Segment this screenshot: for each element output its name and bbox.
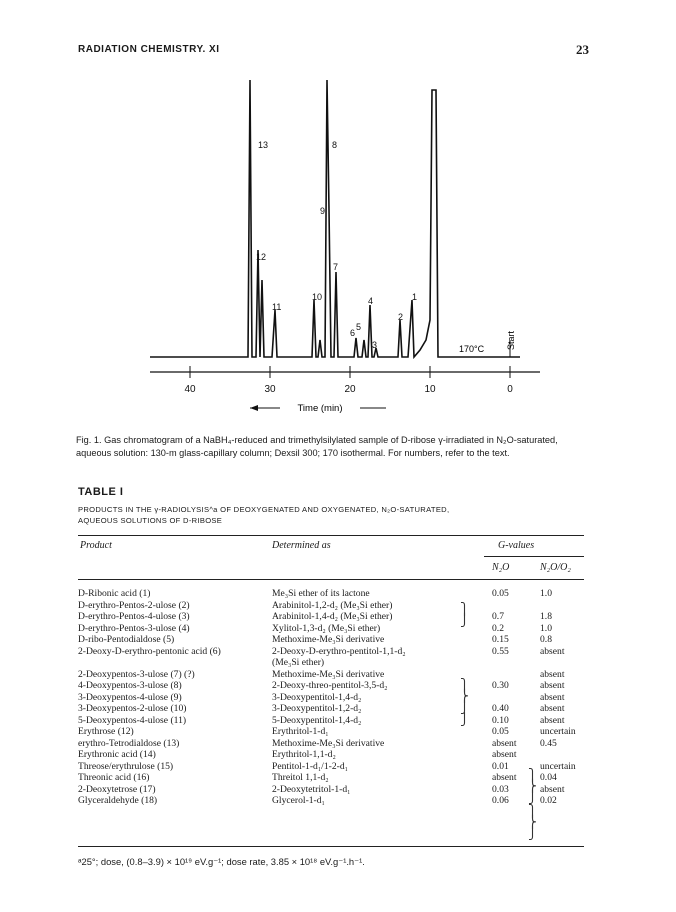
cell-product: 2-Deoxy-D-erythro-pentonic acid (6) (78, 645, 221, 657)
cell-determined: 5-Deoxypentitol-1,4-d₂ (272, 714, 362, 726)
peak-label-13: 13 (258, 140, 269, 150)
peak-label-5: 5 (356, 322, 362, 332)
cell-product: 3-Deoxypentos-4-ulose (9) (78, 691, 182, 703)
cell-g-n2o: absent (492, 772, 517, 783)
cell-g-n2o: 0.06 (492, 795, 509, 806)
brace-rows-2-3: ⎫ ⎭ (460, 602, 469, 627)
cell-g-n2oo2: absent (540, 680, 565, 691)
cell-g-n2o: absent (492, 737, 517, 749)
cell-product: Threonic acid (16) (78, 772, 150, 783)
brace-rows-7-9: ⎫ ⎬ ⎭ (460, 678, 469, 714)
header-bottom-rule (78, 579, 584, 580)
table-bottom-rule (78, 846, 584, 847)
cell-g-n2oo2: 0.8 (540, 634, 552, 645)
col-header-gvalues: G-values (498, 540, 535, 551)
brace-rows-10: ⎭ (460, 712, 469, 726)
cell-g-n2oo2: absent (540, 783, 565, 795)
chromatogram (0, 0, 676, 430)
cell-g-n2oo2: 1.8 (540, 611, 552, 622)
col-header-product: Product (80, 540, 112, 551)
cell-determined: Glycerol-1-d₁ (272, 795, 325, 806)
cell-product: 2-Deoxytetrose (17) (78, 783, 156, 795)
cell-determined: Pentitol-1-d₁/1-2-d₁ (272, 760, 348, 772)
peak-label-10: 10 (312, 292, 323, 302)
x-tick-10: 10 (424, 384, 436, 395)
cell-product: D-erythro-Pentos-4-ulose (3) (78, 611, 190, 622)
time-axis-label (250, 403, 386, 414)
cell-g-n2oo2: uncertain (540, 726, 576, 737)
cell-g-n2o: 0.03 (492, 783, 509, 795)
cell-product: Glyceraldehyde (18) (78, 795, 158, 806)
table-footnote: ᵃ25°; dose, (0.8–3.9) × 10¹⁹ eV.g⁻¹; dose rate, 3.85 × 10¹⁸ eV.g⁻¹.h⁻¹. (78, 856, 365, 867)
table-caption (78, 504, 578, 526)
table-caption-line2: AQUEOUS SOLUTIONS OF D-RIBOSE (78, 516, 223, 525)
cell-product: 5-Deoxypentos-4-ulose (11) (78, 714, 187, 726)
cell-g-n2o: 0.15 (492, 634, 509, 645)
cell-determined: 2-Deoxy-threo-pentitol-3,5-d₂ (272, 680, 388, 691)
x-tick-20: 20 (344, 384, 356, 395)
col-header-determined: Determined as (272, 540, 331, 551)
figure-caption: Fig. 1. Gas chromatogram of a NaBH₄-reduced and trimethylsilylated sample of D-ribose γ-irradiated in N₂O-saturated, aqueous solution: 130-m glass-capillary column; Dexsil 300; 170 isothermal. For numbers, refer to the text. (76, 435, 558, 458)
cell-determined: Methoxime-Me₃Si derivative (272, 634, 385, 645)
cell-g-n2o: 0.2 (492, 622, 504, 634)
cell-product: 3-Deoxypentos-2-ulose (10) (78, 703, 187, 714)
cell-determined: 2-Deoxytetritol-1-d₁ (272, 783, 351, 795)
temperature-label: 170°C (459, 344, 485, 354)
peak-label-11: 11 (272, 302, 282, 312)
cell-product: 2-Deoxypentos-3-ulose (7) (?) (78, 668, 195, 680)
cell-product: Erythronic acid (14) (78, 749, 156, 760)
time-label: Time (min) (297, 403, 343, 414)
gvalues-rule (484, 556, 584, 557)
peak-label-9: 9 (320, 206, 326, 216)
cell-determined: 2-Deoxy-D-erythro-pentitol-1,1-d₂ (272, 645, 406, 657)
brace-g-rows-15-17: ⎫ ⎬ ⎭ (528, 804, 537, 840)
table-top-rule (78, 535, 584, 536)
cell-product: D-erythro-Pentos-3-ulose (4) (78, 622, 190, 634)
cell-product: 4-Deoxypentos-3-ulose (8) (78, 680, 182, 691)
cell-g-n2oo2: absent (540, 714, 565, 726)
cell-g-n2o: 0.40 (492, 703, 509, 714)
cell-determined: Arabinitol-1,4-d₂ (Me₃Si ether) (272, 611, 393, 622)
x-tick-0: 0 (507, 384, 513, 395)
cell-determined: 3-Deoxypentitol-1,4-d₂ (272, 691, 362, 703)
cell-product: D-ribo-Pentodialdose (5) (78, 634, 175, 645)
cell-determined: 3-Deoxypentitol-1,2-d₂ (272, 703, 362, 714)
cell-g-n2oo2: absent (540, 691, 565, 703)
x-tick-30: 30 (264, 384, 276, 395)
cell-determined: Erythritol-1,1-d₂ (272, 749, 336, 760)
cell-g-n2o: 0.10 (492, 714, 509, 726)
cell-product: erythro-Tetrodialdose (13) (78, 737, 180, 749)
cell-determined: Erythritol-1-d₁ (272, 726, 329, 737)
cell-g-n2oo2: 1.0 (540, 622, 552, 634)
cell-g-n2o: 0.05 (492, 726, 509, 737)
cell-determined: Arabinitol-1,2-d₂ (Me₃Si ether) (272, 599, 393, 611)
x-tick-40: 40 (184, 384, 196, 395)
cell-product: D-Ribonic acid (1) (78, 588, 151, 599)
cell-product: Erythrose (12) (78, 726, 134, 737)
table-caption-line1: PRODUCTS IN THE γ-RADIOLYSIS^a OF DEOXYGENATED AND OXYGENATED, N₂O-SATURATED, (78, 505, 450, 514)
peak-label-7: 7 (333, 262, 339, 272)
chromatogram-trace (150, 80, 520, 357)
cell-determined: Threitol 1,1-d₂ (272, 772, 329, 783)
cell-g-n2o: 0.30 (492, 680, 509, 691)
cell-g-n2oo2: 0.02 (540, 795, 557, 806)
col-header-n2oo2: N₂O/O₂ (540, 562, 571, 573)
cell-g-n2o: absent (492, 749, 517, 760)
cell-product: D-erythro-Pentos-2-ulose (2) (78, 599, 190, 611)
peak-label-12: 12 (256, 252, 267, 262)
cell-g-n2oo2: absent (540, 645, 565, 657)
cell-g-n2o: 0.01 (492, 760, 509, 772)
cell-determined: Xylitol-1,3-d₂ (Me₃Si ether) (272, 622, 381, 634)
col-header-n2o: N₂O (492, 562, 510, 573)
cell-g-n2oo2: 0.45 (540, 737, 557, 749)
peak-label-2: 2 (398, 312, 404, 322)
cell-g-n2oo2: absent (540, 703, 565, 714)
brace-g-rows-12-14: ⎫ ⎬ ⎭ (528, 768, 537, 804)
cell-g-n2o: 0.7 (492, 611, 504, 622)
cell-product: Threose/erythrulose (15) (78, 760, 174, 772)
cell-determined: Methoxime-Me₃Si derivative (272, 737, 385, 749)
page-number: 23 (576, 42, 589, 57)
cell-determined: (Me₃Si ether) (272, 657, 325, 668)
table-title: TABLE I (78, 486, 124, 498)
cell-determined: Methoxime-Me₃Si derivative (272, 668, 385, 680)
cell-determined: Me₃Si ether of its lactone (272, 588, 370, 599)
peak-label-8: 8 (332, 140, 338, 150)
peak-label-6: 6 (350, 328, 356, 338)
cell-g-n2o: 0.55 (492, 645, 509, 657)
start-label: Start (506, 330, 516, 350)
cell-g-n2oo2: 0.04 (540, 772, 557, 783)
cell-g-n2oo2: 1.0 (540, 588, 552, 599)
cell-g-n2oo2: absent (540, 668, 565, 680)
peak-label-3: 3 (372, 340, 378, 350)
running-header: RADIATION CHEMISTRY. XI (78, 44, 220, 55)
cell-g-n2o: 0.05 (492, 588, 509, 599)
cell-g-n2oo2: uncertain (540, 760, 576, 772)
peak-label-1: 1 (412, 292, 418, 302)
peak-label-4: 4 (368, 296, 374, 306)
